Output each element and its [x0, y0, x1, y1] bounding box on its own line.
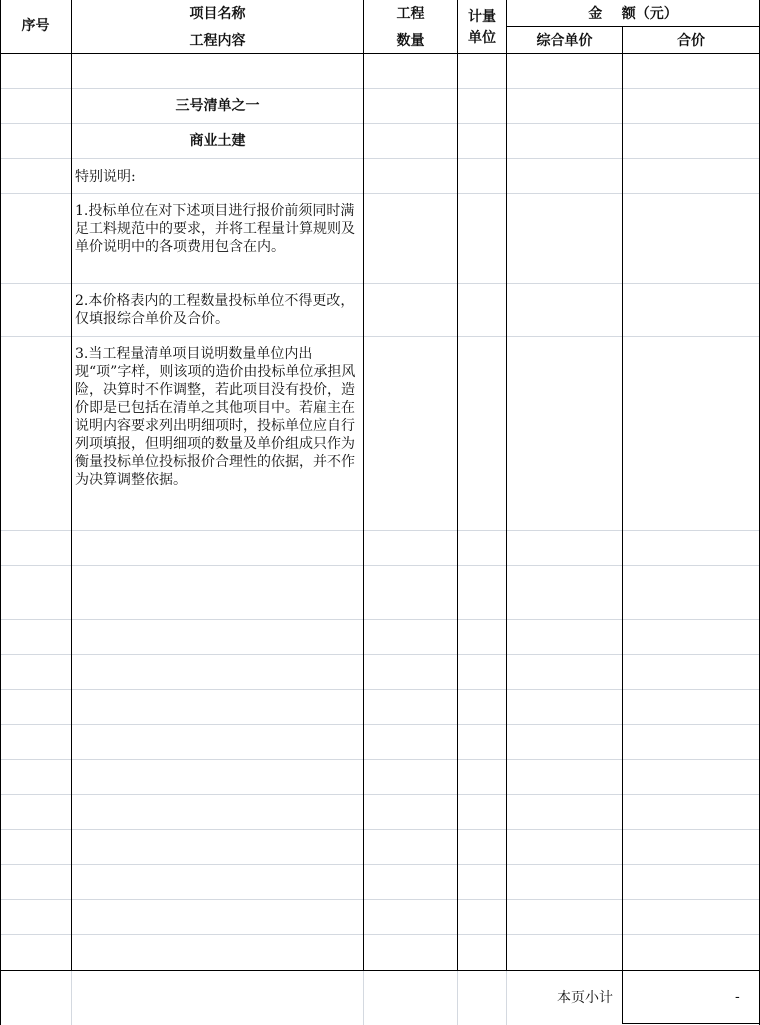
- gridline: [0, 689, 760, 690]
- column-border-left: [0, 0, 1, 1025]
- gridline: [0, 619, 760, 620]
- gridline: [0, 934, 760, 935]
- amount-header-divider: [506, 26, 760, 27]
- gridline: [0, 336, 760, 337]
- gridline: [0, 864, 760, 865]
- header-qty-top: 工程: [396, 6, 425, 22]
- column-border: [506, 0, 507, 971]
- gridline: [457, 971, 458, 1025]
- gridline: [0, 899, 760, 900]
- gridline: [0, 193, 760, 194]
- gridline: [71, 971, 72, 1025]
- header-qty-bottom: 数量: [396, 33, 425, 49]
- gridline: [363, 971, 364, 1025]
- header-item-name: 项目名称: [189, 6, 246, 22]
- header-unit-price: 综合单价: [536, 33, 593, 49]
- header-bottom-border: [0, 53, 760, 54]
- subtotal-value: -: [735, 989, 740, 1005]
- gridline: [0, 158, 760, 159]
- gridline: [0, 123, 760, 124]
- note-paragraph-1: 1.投标单位在对下述项目进行报价前须同时满足工料规范中的要求，并将工程量计算规则及单价说明中的各项费用包含在内。: [75, 203, 355, 255]
- gridline: [0, 283, 760, 284]
- gridline: [0, 829, 760, 830]
- header-work-content: 工程内容: [189, 33, 246, 49]
- note-heading: 特别说明:: [75, 169, 136, 185]
- column-border: [622, 27, 623, 1024]
- header-seq: 序号: [21, 18, 50, 34]
- note-paragraph-2: 2.本价格表内的工程数量投标单位不得更改，仅填报综合单价及合价。: [75, 293, 355, 327]
- column-border: [457, 0, 458, 971]
- gridline: [0, 724, 760, 725]
- gridline: [0, 794, 760, 795]
- section-subtitle: 商业土建: [189, 133, 246, 149]
- gridline: [0, 565, 760, 566]
- gridline: [0, 759, 760, 760]
- column-border: [363, 0, 364, 971]
- header-amount: 金 额（元）: [588, 6, 678, 22]
- gridline: [506, 971, 507, 1025]
- gridline: [0, 88, 760, 89]
- subtotal-label: 本页小计: [557, 990, 613, 1006]
- body-bottom-border: [0, 970, 760, 971]
- header-unit-bottom: 单位: [468, 30, 496, 46]
- header-total-price: 合价: [677, 33, 705, 49]
- gridline: [0, 654, 760, 655]
- note-paragraph-3: 3.当工程量清单项目说明数量单位内出现“项”字样，则该项的造价由投标单位承担风险，决算时不作调整，若此项目没有投价，造价即是已包括在清单之其他项目中。若雇主在说明内容要求列出明细项时，投标单位应自行列项填报，但明细项的数量及单价组成只作为衡量投标单位投标报价合理性的依据，并不作为决算调整依据。: [75, 346, 356, 488]
- section-title: 三号清单之一: [175, 98, 260, 114]
- subtotal-bottom-border: [622, 1023, 760, 1024]
- header-unit-top: 计量: [468, 9, 496, 25]
- gridline: [0, 530, 760, 531]
